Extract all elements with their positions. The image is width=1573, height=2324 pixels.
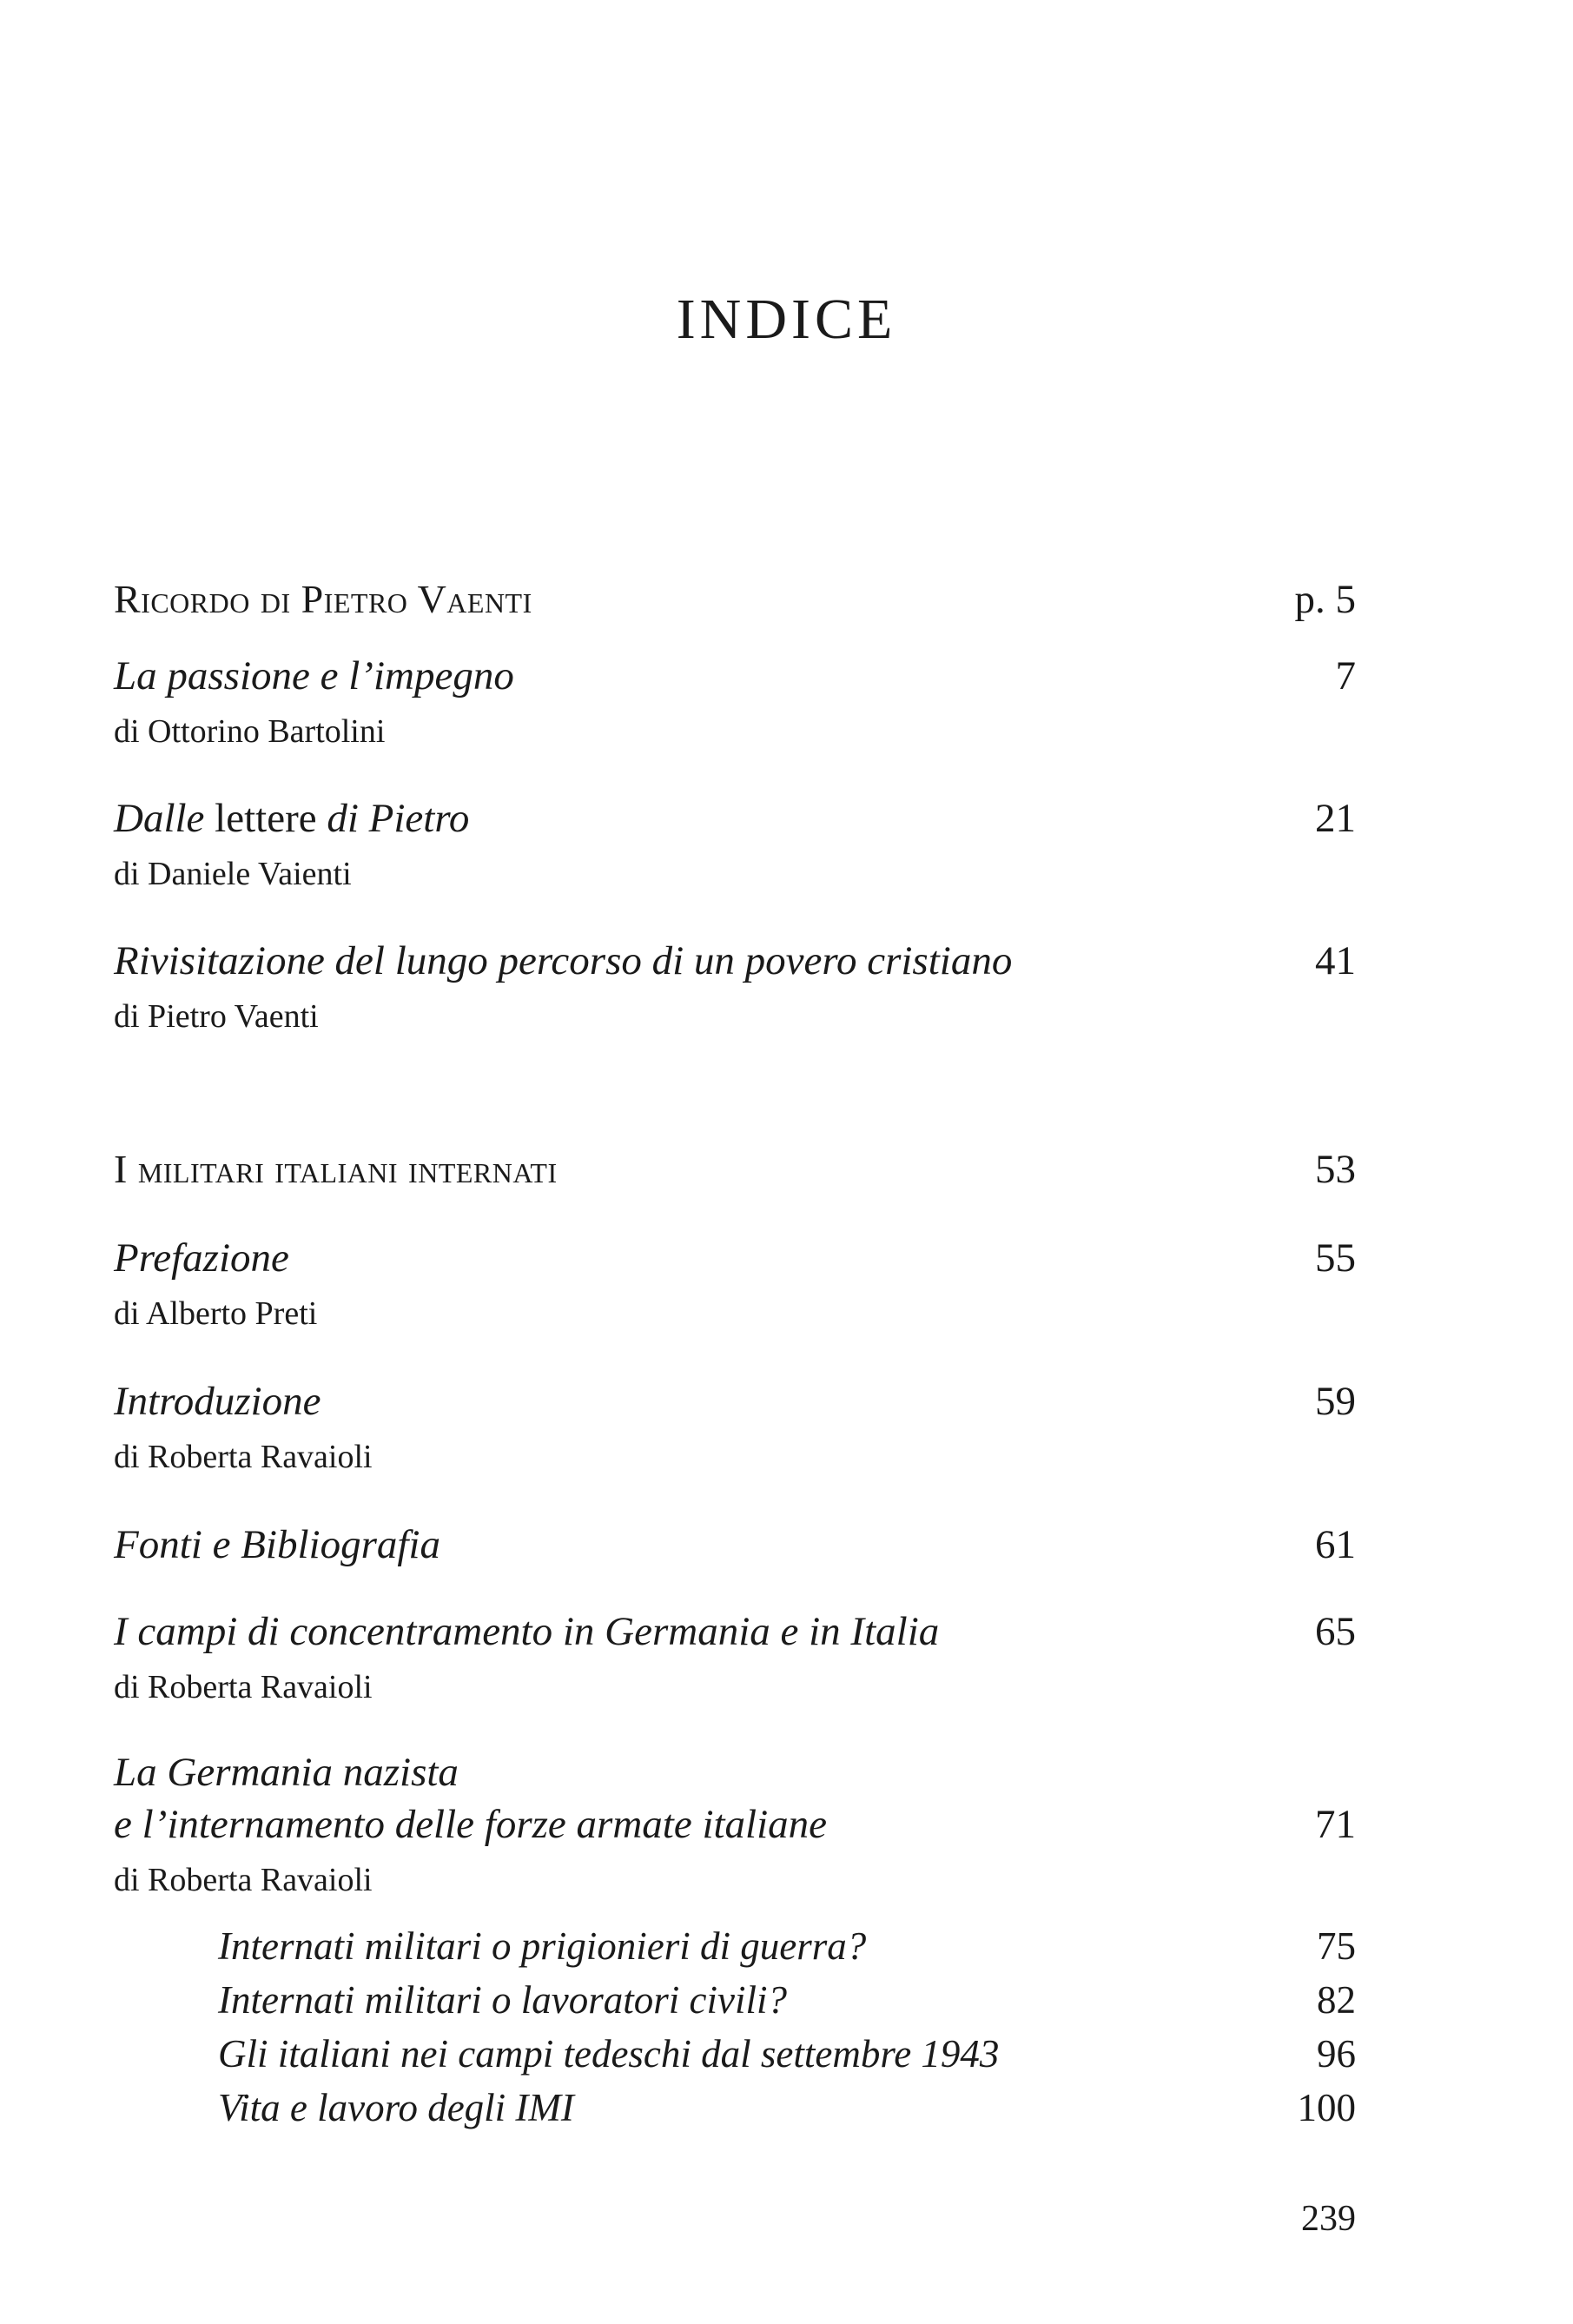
toc-entry-title: e l’internamento delle forze armate italiane [114,1802,828,1847]
toc-entry-militari [114,1143,1356,1195]
toc-entry-author: di Alberto Preti [114,1295,318,1332]
toc-subentry-title: Vita e lavoro degli IMI [218,2086,574,2129]
toc-subentry [114,2082,1356,2134]
toc-entry-page: 7 [1335,653,1356,699]
toc-entry-germania [114,1798,1356,1851]
toc-entry-fonti [114,1519,1356,1571]
toc-entry-prefazione [114,1232,1356,1284]
toc-subentry [114,1974,1356,2026]
toc-entry-title: Introduzione [114,1379,321,1424]
toc-subentry-page: 100 [1297,2086,1356,2129]
toc-subentry-page: 96 [1317,2032,1356,2076]
toc-entry-germania-line1 [114,1746,1356,1798]
toc-entry-author: di Roberta Ravaioli [114,1669,373,1705]
toc-entry-title: I militari italiani internati [114,1147,558,1191]
toc-subentry-page: 82 [1317,1978,1356,2022]
toc-entry-title-part: lettere [204,796,327,841]
toc-entry-title: Fonti e Bibliografia [114,1522,440,1567]
toc-entry-title-part: Dalle [114,796,205,841]
toc-entry-title: Rivisitazione del lungo percorso di un povero cristiano [114,938,1013,983]
toc-entry-page: 65 [1315,1609,1356,1654]
toc-subentry-title: Internati militari o lavoratori civili? [218,1978,787,2022]
toc-entry-page: 59 [1315,1379,1356,1424]
toc-entry-page: 21 [1315,796,1356,841]
toc-entry-page: p. 5 [1294,577,1356,622]
toc-entry-introduzione [114,1375,1356,1427]
toc-entry-page: 61 [1315,1522,1356,1567]
toc-entry-ricordo [114,573,1356,626]
toc-entry-author: di Daniele Vaienti [114,856,352,892]
toc-subentry [114,2028,1356,2080]
toc-entry-title: La Germania nazista [114,1750,459,1795]
toc-entry-author: di Roberta Ravaioli [114,1439,373,1475]
toc-subentry-title: Gli italiani nei campi tedeschi dal settembre 1943 [218,2032,1000,2076]
toc-subentry [114,1920,1356,1972]
toc-entry-campi [114,1606,1356,1658]
page-title: INDICE [676,288,897,351]
toc-entry-passione [114,650,1356,702]
toc-entry-title: La passione e l’impegno [114,653,514,699]
toc-subentry-title: Internati militari o prigionieri di guerra? [218,1924,867,1968]
toc-subentry-page: 75 [1317,1924,1356,1968]
toc-entry-page: 55 [1315,1235,1356,1281]
toc-entry-page: 53 [1315,1147,1356,1192]
toc-entry-title: Prefazione [114,1235,289,1281]
toc-entry-title: I campi di concentramento in Germania e in Italia [114,1609,940,1654]
page-number: 239 [1301,2199,1356,2239]
toc-entry-page: 71 [1315,1802,1356,1847]
toc-entry-page: 41 [1315,938,1356,983]
toc-entry-title: Ricordo di Pietro Vaenti [114,577,532,621]
toc-entry-author: di Roberta Ravaioli [114,1862,373,1898]
toc-entry-lettere [114,792,1356,844]
toc-entry-rivisitazione [114,935,1356,987]
toc-entry-author: di Pietro Vaenti [114,998,319,1035]
toc-entry-author: di Ottorino Bartolini [114,713,386,750]
toc-entry-title [114,792,469,844]
toc-entry-title-part: di Pietro [327,796,470,841]
